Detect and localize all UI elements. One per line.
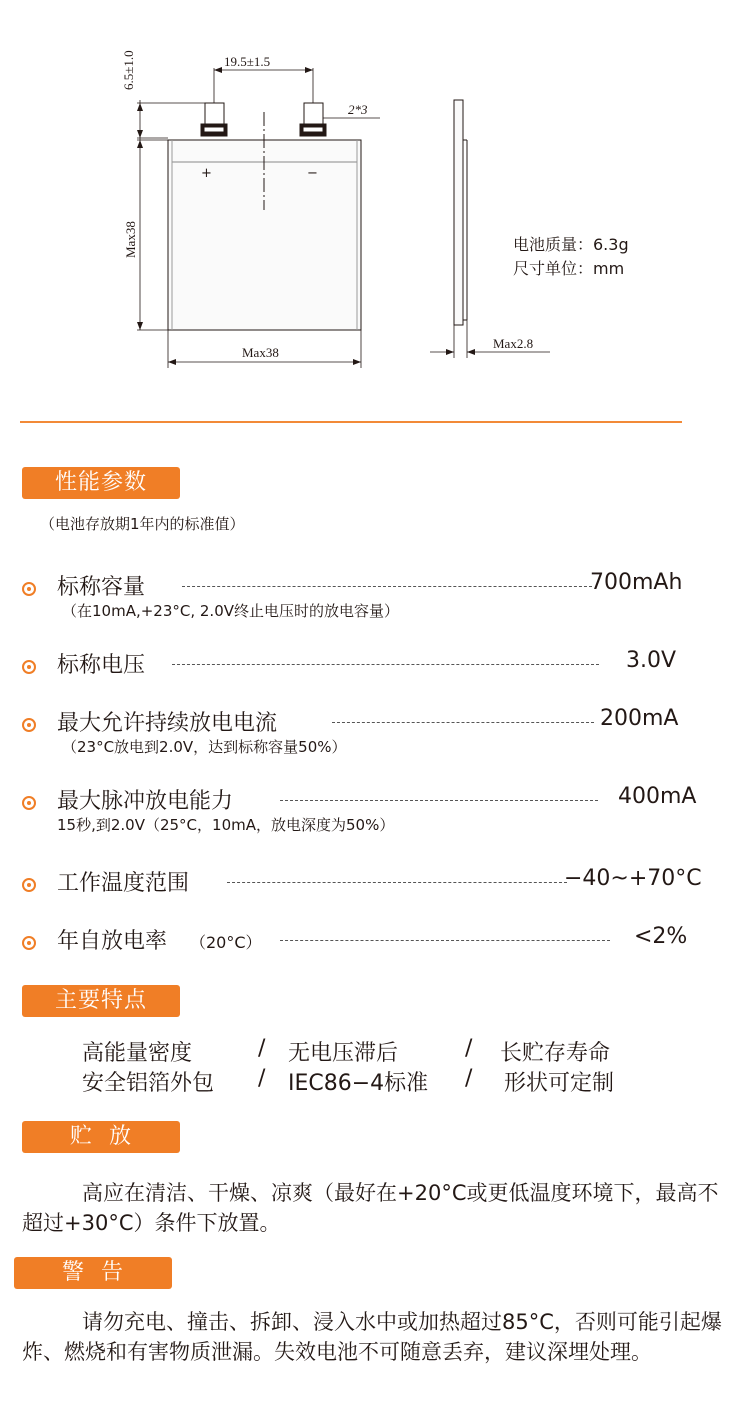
leader-dots — [172, 664, 599, 665]
param-label: 最大允许持续放电电流 — [57, 711, 278, 736]
param-condition: 15秒,到2.0V（25°C，10mA，放电深度为50%） — [57, 816, 395, 834]
minus-sign: − — [307, 166, 318, 181]
param-label: 标称容量 — [57, 575, 146, 600]
param-nominal-voltage — [22, 648, 712, 682]
performance-heading: 性能参数 — [22, 467, 180, 499]
bullet-icon — [22, 796, 36, 810]
leader-dots — [182, 586, 592, 587]
battery-mass: 电池质量：6.3g — [513, 235, 629, 254]
feature-item: 高能量密度 — [82, 1041, 193, 1066]
plus-sign: + — [201, 166, 212, 181]
bullet-icon — [22, 936, 36, 950]
param-value: 3.0V — [626, 648, 677, 673]
param-label-suffix: （20°C） — [190, 933, 262, 952]
feature-separator: / — [258, 1036, 266, 1061]
performance-note: （电池存放期1年内的标准值） — [40, 515, 245, 533]
section-divider — [20, 421, 682, 423]
feature-item: 无电压滞后 — [288, 1041, 399, 1066]
leader-dots — [332, 722, 594, 723]
bullet-icon — [22, 582, 36, 596]
dim-thickness: Max2.8 — [493, 336, 534, 351]
leader-dots — [280, 800, 598, 801]
param-self-discharge — [22, 924, 712, 958]
param-label: 标称电压 — [57, 653, 146, 678]
storage-heading: 贮 放 — [22, 1121, 180, 1153]
feature-separator: / — [465, 1066, 473, 1091]
dim-tab-width: 2*3 — [348, 102, 368, 117]
bullet-icon — [22, 660, 36, 674]
feature-item: 长贮存寿命 — [500, 1041, 611, 1066]
param-label: 年自放电率 — [57, 929, 168, 954]
bullet-icon — [22, 878, 36, 892]
dim-tab-spacing: 19.5±1.5 — [224, 54, 271, 69]
feature-item: 形状可定制 — [504, 1071, 615, 1096]
param-value: 200mA — [600, 706, 679, 731]
param-label: 最大脉冲放电能力 — [57, 789, 234, 814]
dim-tab-height: 6.5±1.0 — [121, 50, 136, 90]
dim-width: Max38 — [242, 345, 279, 360]
bullet-icon — [22, 718, 36, 732]
dimension-unit: 尺寸单位：mm — [513, 259, 625, 278]
param-label: 工作温度范围 — [57, 871, 190, 896]
dim-height: Max38 — [123, 221, 138, 258]
param-condition: （23°C放电到2.0V，达到标称容量50%） — [62, 738, 347, 756]
param-max-continuous-current — [22, 706, 712, 760]
param-nominal-capacity — [22, 570, 712, 624]
feature-separator: / — [465, 1036, 473, 1061]
leader-dots — [227, 882, 567, 883]
feature-item: 安全铝箔外包 — [82, 1071, 215, 1096]
battery-technical-drawing — [0, 0, 735, 420]
feature-item: IEC86−4标准 — [288, 1071, 429, 1096]
leader-dots — [280, 940, 610, 941]
storage-text: 高应在清洁、干燥、凉爽（最好在+20°C或更低温度环境下，最高不超过+30°C）条件下放置。 — [22, 1181, 719, 1235]
battery-side-outline — [454, 100, 463, 325]
warning-text: 请勿充电、撞击、拆卸、浸入水中或加热超过85°C，否则可能引起爆炸、燃烧和有害物质泄漏。失效电池不可随意丢弃，建议深埋处理。 — [22, 1310, 722, 1364]
param-value: <2% — [634, 924, 688, 949]
param-value: 400mA — [618, 784, 697, 809]
param-operating-temperature — [22, 866, 712, 900]
param-max-pulse-discharge — [22, 784, 712, 838]
feature-separator: / — [258, 1066, 266, 1091]
param-condition: （在10mA,+23°C, 2.0V终止电压时的放电容量） — [62, 602, 400, 620]
param-value: 700mAh — [590, 570, 683, 595]
param-value: −40~+70°C — [564, 866, 702, 891]
features-heading: 主要特点 — [22, 985, 180, 1017]
warning-heading: 警 告 — [14, 1257, 172, 1289]
